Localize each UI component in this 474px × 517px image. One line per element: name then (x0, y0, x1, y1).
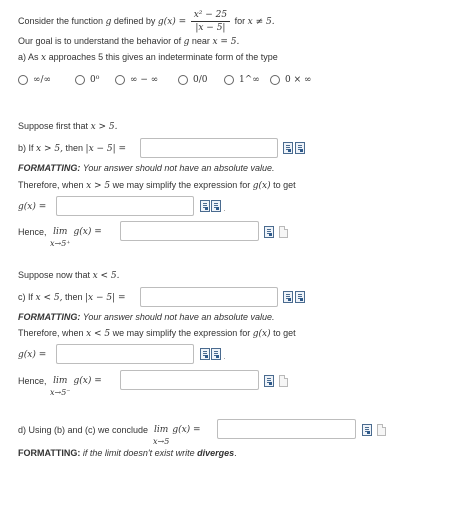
part-c-prompt (18, 292, 126, 303)
option-label: 0/0 (193, 75, 208, 85)
equation-editor-icon[interactable] (295, 291, 305, 303)
part-c-gx-input[interactable] (56, 344, 194, 364)
part-d-formatting (18, 448, 237, 458)
function-fraction (191, 9, 230, 34)
fraction-denominator: |x − 5| (195, 23, 226, 33)
therefore-c: to get (273, 328, 296, 338)
formatting-text: Your answer should not have an absolute value. (82, 312, 275, 322)
part-c-limit-input[interactable] (120, 370, 259, 390)
part-b-abs-input[interactable] (140, 138, 278, 158)
part-d-text: d) Using (b) and (c) we conclude (18, 425, 149, 435)
limit-expression: g(x) = (73, 227, 102, 237)
therefore-a: Therefore, when (18, 328, 84, 338)
therefore-condition: x > 5 (86, 181, 111, 191)
radio-button[interactable] (18, 75, 28, 85)
option-label: 1^∞ (239, 75, 260, 85)
option-zero-times-inf[interactable] (270, 74, 312, 85)
preview-icon[interactable] (377, 424, 386, 436)
hence-text: Hence, (18, 227, 47, 237)
part-c-therefore (18, 328, 296, 339)
suppose-condition: x > 5. (90, 122, 118, 132)
formatting-text: if the limit doesn't exist write (82, 448, 195, 458)
part-b-suppose (18, 121, 118, 132)
prompt-then: then (64, 292, 83, 302)
formatting-label: FORMATTING: (18, 163, 81, 173)
option-inf-minus-inf[interactable] (115, 74, 158, 85)
goal-text: Our goal is to understand the behavior of (18, 36, 182, 46)
part-b-limit (50, 227, 102, 249)
limit-operator (50, 227, 71, 249)
suppose-text: Suppose first that (18, 121, 89, 131)
part-d-limit (153, 425, 201, 447)
limit-subscript: x→5⁻ (50, 388, 71, 397)
goal-line (18, 36, 239, 47)
preview-icon[interactable] (279, 375, 288, 387)
therefore-expr: g(x) (252, 181, 271, 191)
option-one-pow-inf[interactable] (224, 74, 260, 85)
radio-button[interactable] (178, 75, 188, 85)
intro-line (18, 9, 275, 34)
prompt-expression: |x − 5| = (85, 144, 127, 154)
prompt-prefix: c) If (18, 292, 33, 302)
prompt-expression: |x − 5| = (85, 293, 126, 303)
part-b-prompt (18, 143, 126, 154)
intro-defined-by: defined by (113, 15, 156, 26)
part-d-prompt (18, 425, 148, 435)
equation-editor-icon[interactable] (283, 291, 293, 303)
equation-editor-icon[interactable] (200, 200, 210, 212)
prompt-then: then (65, 143, 84, 153)
part-a-x: x (41, 53, 47, 63)
limit-word: lim (53, 227, 68, 237)
formatting-label: FORMATTING: (18, 448, 81, 458)
formatting-end: . (234, 448, 237, 458)
limit-subscript: x→5 (153, 437, 170, 446)
equation-editor-icon[interactable] (264, 226, 274, 238)
equation-editor-icon[interactable] (211, 348, 221, 360)
therefore-expr: g(x) (252, 329, 271, 339)
therefore-c: to get (273, 180, 296, 190)
limit-subscript: x→5⁺ (50, 239, 71, 248)
therefore-condition: x < 5 (86, 329, 111, 339)
formatting-keyword: diverges (197, 448, 235, 458)
part-b-limit-input[interactable] (120, 221, 259, 241)
radio-button[interactable] (224, 75, 234, 85)
limit-word: lim (154, 425, 169, 435)
intro-gx: g(x) = (157, 16, 187, 27)
prompt-condition: x < 5, (35, 293, 63, 303)
therefore-b: we may simplify the expression for (112, 180, 251, 190)
part-c-gx-label: g(x) = (18, 350, 47, 360)
part-b-gx-label: g(x) = (18, 202, 47, 212)
part-a-text: approaches 5 this gives an indeterminate form of the type (48, 52, 278, 62)
part-c-formatting (18, 312, 274, 322)
option-label: 0 × ∞ (285, 75, 312, 85)
part-b-gx-input[interactable] (56, 196, 194, 216)
intro-consider: Consider the function (18, 15, 104, 26)
formatting-label: FORMATTING: (18, 312, 81, 322)
limit-operator (50, 376, 71, 398)
option-label: 0⁰ (90, 75, 100, 85)
part-d-limit-input[interactable] (217, 419, 356, 439)
part-c-suppose (18, 270, 120, 281)
option-label: ∞/∞ (33, 75, 52, 85)
limit-word: lim (53, 376, 68, 386)
limit-expression: g(x) = (172, 425, 201, 435)
option-inf-over-inf[interactable] (18, 74, 51, 85)
goal-g: g (183, 37, 190, 47)
part-c-hence (18, 376, 47, 386)
goal-near-value: x = 5. (212, 37, 240, 47)
part-a-prefix: a) As (18, 52, 39, 62)
suppose-text: Suppose now that (18, 270, 91, 280)
part-c-limit (50, 376, 102, 398)
suppose-condition: x < 5. (92, 271, 120, 281)
equation-editor-icon[interactable] (362, 424, 372, 436)
option-label: ∞ − ∞ (130, 75, 159, 85)
separator-dot (224, 210, 225, 211)
radio-button[interactable] (115, 75, 125, 85)
goal-near: near (191, 36, 210, 46)
separator-dot (224, 358, 225, 359)
part-a-prompt (18, 52, 278, 63)
radio-button[interactable] (270, 75, 280, 85)
prompt-condition: x > 5, (36, 144, 63, 154)
radio-button[interactable] (75, 75, 85, 85)
intro-g: g (105, 16, 112, 27)
equation-editor-icon[interactable] (211, 200, 221, 212)
preview-icon[interactable] (279, 226, 288, 238)
prompt-prefix: b) If (18, 143, 34, 153)
intro-for: for (234, 15, 246, 26)
limit-operator (153, 425, 169, 447)
intro-condition: x ≠ 5. (247, 16, 275, 27)
equation-editor-icon[interactable] (264, 375, 274, 387)
part-b-hence (18, 227, 47, 237)
therefore-a: Therefore, when (18, 180, 84, 190)
equation-editor-icon[interactable] (283, 142, 293, 154)
hence-text: Hence, (18, 376, 47, 386)
option-zero-over-zero[interactable] (178, 74, 207, 85)
part-b-therefore (18, 180, 296, 191)
therefore-b: we may simplify the expression for (112, 328, 251, 338)
fraction-numerator: x² − 25 (191, 9, 230, 22)
equation-editor-icon[interactable] (200, 348, 210, 360)
limit-expression: g(x) = (73, 376, 102, 386)
part-b-formatting (18, 163, 274, 173)
option-zero-pow-zero[interactable] (75, 74, 99, 85)
part-c-abs-input[interactable] (140, 287, 278, 307)
equation-editor-icon[interactable] (295, 142, 305, 154)
formatting-text: Your answer should not have an absolute value. (82, 163, 275, 173)
